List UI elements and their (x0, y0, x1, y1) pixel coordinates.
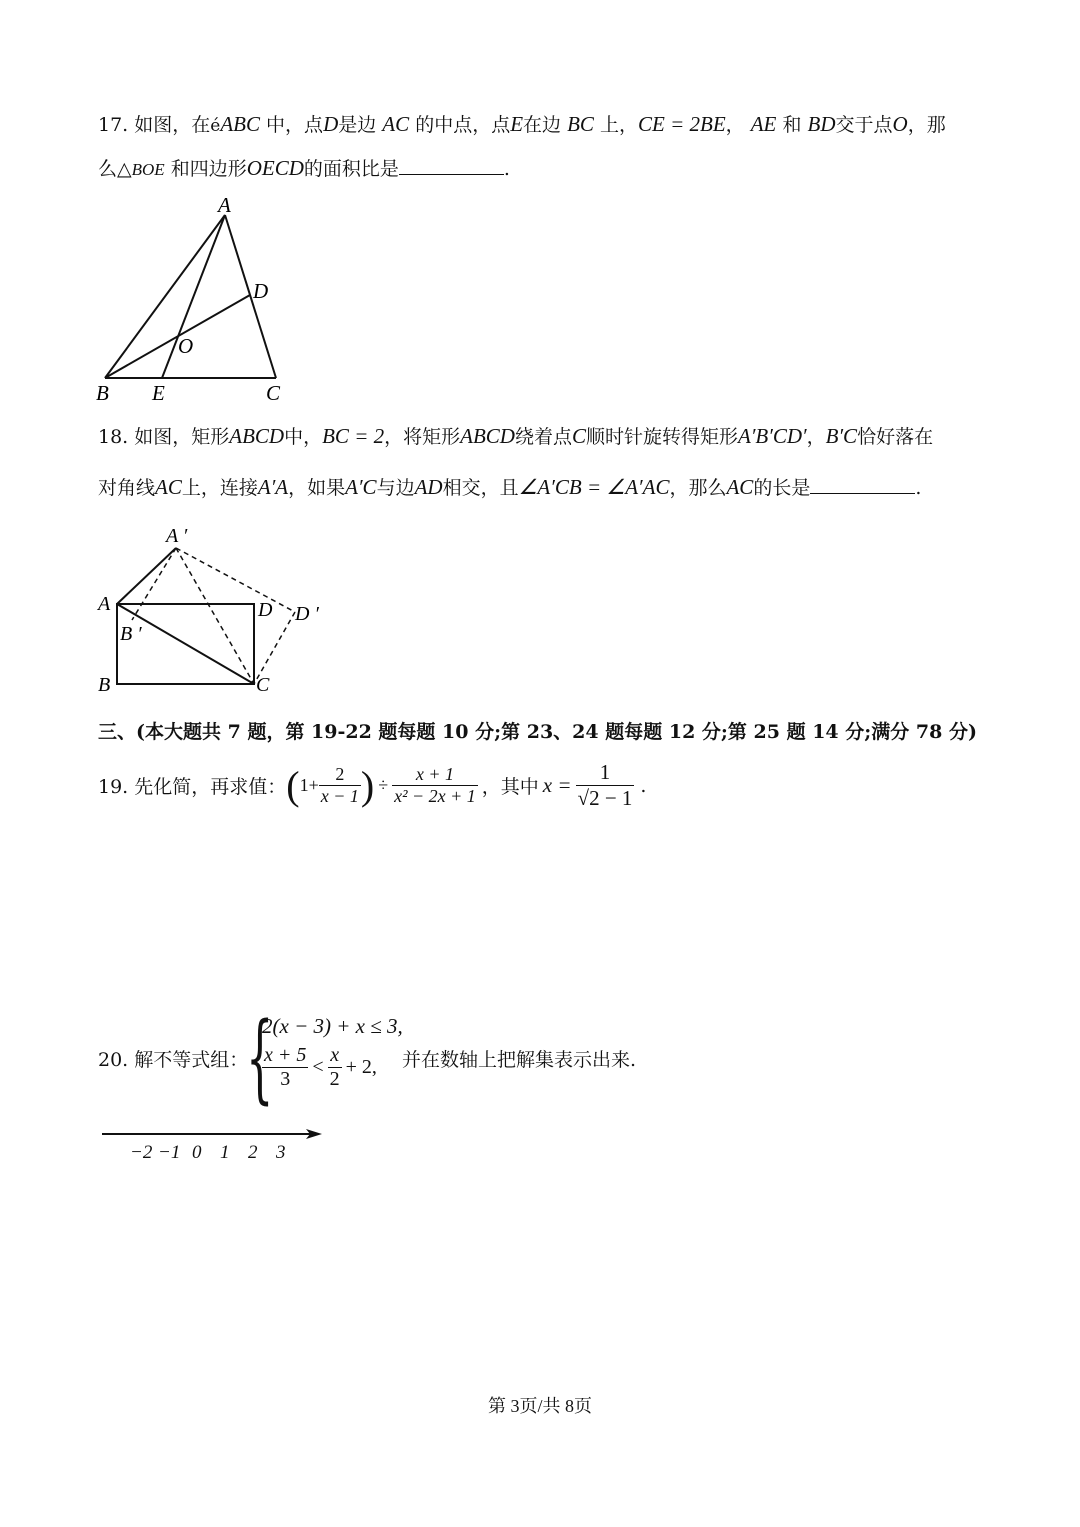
q17-text-8: 和 (782, 114, 802, 136)
q19-fraction-1-num: 2 (335, 764, 345, 784)
q17-text-10: ，那 (907, 114, 946, 136)
q18-text-6: ， (806, 426, 826, 448)
q19-fraction-1-den: x − 1 (320, 786, 359, 806)
q19-prefix: 19. 先化简，再求值： (98, 776, 287, 798)
q17-label-c: C (266, 381, 281, 405)
q18-text-4: 绕着点 (514, 426, 572, 448)
q17-side-ac (225, 215, 276, 378)
q18-angle: ∠A′CB = ∠A′AC (518, 475, 670, 499)
q18-rect2: A′B′CD′ (738, 424, 807, 448)
q17-line1 (98, 110, 946, 137)
q19-fraction-2-num: x + 1 (415, 764, 455, 784)
q20-fraction-1 (262, 1044, 308, 1091)
q18-apa: A′A (257, 475, 289, 499)
q17-label-d: D (253, 279, 269, 303)
q18-text-11: 与边 (376, 477, 415, 499)
tick-label-neg1: −1 (158, 1142, 181, 1163)
q19-one-plus: 1+ (299, 775, 319, 795)
q18-answer-blank[interactable] (810, 475, 915, 494)
q17-ac: AC (382, 112, 410, 136)
q17-text-1: 17. 如图，在 (98, 114, 211, 136)
q18-dashed-apc (176, 548, 254, 684)
tick-label-1: 1 (220, 1142, 230, 1163)
q19-fraction-3 (576, 760, 635, 811)
q19-divide: ÷ (378, 775, 389, 795)
q20-fraction-2-num: x (330, 1044, 340, 1066)
q17-bc: BC (567, 112, 594, 136)
tick-label-3: 3 (276, 1142, 286, 1163)
q18-text-13: ，那么 (669, 477, 727, 499)
q20-inequality-2 (262, 1044, 377, 1091)
q17-text-11: 么△ (98, 158, 132, 180)
q18-label-dp: D ′ (295, 603, 319, 625)
q18-abcd: ABCD (229, 424, 285, 448)
q18-text-5: 顺时针旋转得矩形 (586, 426, 739, 448)
q18-condition: BC = 2 (322, 424, 385, 448)
tick-label-0: 0 (192, 1142, 202, 1163)
q17-side-ba (105, 215, 225, 378)
q18-text-12: 相交，且 (442, 477, 519, 499)
q19-line (98, 760, 646, 811)
q17-period: . (503, 158, 510, 180)
q18-text-1: 18. 如图，矩形 (98, 426, 230, 448)
q18-text-2: 中， (284, 426, 323, 448)
q19-x-eq: x = (542, 773, 572, 797)
q17-text-3: 是边 (338, 114, 377, 136)
q18-abcd-2: ABCD (460, 424, 515, 448)
q17-line2 (98, 154, 510, 181)
q19-left-paren: ( (286, 762, 300, 808)
q17-label-o: O (178, 334, 194, 358)
q18-ac-2: AC (726, 475, 754, 499)
q17-text-5: 在边 (523, 114, 562, 136)
q17-boe: BOE (131, 160, 165, 179)
q20-fraction-1-den: 3 (262, 1067, 308, 1091)
q18-label-a: A (98, 593, 111, 615)
q19-mid: ，其中 (481, 776, 539, 798)
tick-label-neg2: −2 (130, 1142, 153, 1163)
q20-prefix: 20. 解不等式组： (98, 1049, 249, 1071)
tick-label-2: 2 (248, 1142, 258, 1163)
q20-fraction-2 (328, 1044, 342, 1091)
q18-text-3: ，将矩形 (384, 426, 461, 448)
q20-fraction-1-num: x + 5 (264, 1044, 307, 1066)
q18-label-c: C (256, 674, 270, 696)
q17-ae: AE (750, 112, 777, 136)
q17-label-b: B (96, 381, 109, 405)
q18-label-ap: A ′ (166, 525, 188, 547)
q18-figure (90, 520, 340, 700)
q20-brace: { (246, 1002, 274, 1114)
q18-label-b: B (98, 674, 111, 696)
q18-bpc: B′C (825, 424, 858, 448)
q20-number-line (98, 1120, 338, 1170)
q17-text-7: ， (725, 114, 745, 136)
q18-text-7: 恰好落在 (857, 426, 934, 448)
q17-e: E (510, 112, 524, 136)
q18-ad: AD (414, 475, 443, 499)
q17-d: D (323, 112, 339, 136)
q18-apc: A′C (345, 475, 377, 499)
q19-fraction-3-num: 1 (599, 760, 611, 784)
q20-inequality-1: 2(x − 3) + x ≤ 3, (262, 1014, 403, 1038)
q19-fraction-3-den: √2 − 1 (577, 786, 633, 810)
q17-text-13: 的面积比是 (303, 158, 399, 180)
q19-right-paren: ) (360, 762, 375, 808)
q17-answer-blank[interactable] (399, 156, 504, 175)
q18-text-14: 的长是 (753, 477, 811, 499)
q19-fraction-2-den: x² − 2x + 1 (394, 786, 476, 806)
q17-oecd: OECD (246, 156, 304, 180)
q17-text-9: 交于点 (835, 114, 893, 136)
q17-o: O (892, 112, 908, 136)
q17-abc: ABC (220, 112, 260, 136)
q20-fraction-2-den: 2 (329, 1068, 340, 1090)
q17-segment-ae (162, 215, 225, 378)
q20-tail: + 2, (345, 1056, 377, 1078)
q18-c: C (571, 424, 586, 448)
q20-suffix: 并在数轴上把解集表示出来. (402, 1049, 637, 1071)
q17-text-2: 中，点 (266, 114, 324, 136)
q18-text-9: 上，连接 (181, 477, 258, 499)
q17-condition: CE = 2BE (638, 112, 726, 136)
section-3-title: 三、(本大题共 7 题，第 19-22 题每题 10 分;第 23、24 题每题 12 分;第 25 题 14 分;满分 78 分) (98, 721, 977, 743)
q17-glyph: é (210, 116, 221, 136)
q18-label-d: D (258, 599, 273, 621)
q18-line2 (98, 473, 921, 500)
q18-text-10: ，如果 (288, 477, 346, 499)
q19-fraction-2 (392, 764, 478, 807)
q19-fraction-1 (319, 764, 361, 807)
q17-text-4: 的中点，点 (415, 114, 511, 136)
q17-figure (90, 190, 310, 410)
q18-label-bp: B ′ (120, 623, 142, 645)
page-footer: 第 3页/共 8页 (487, 1396, 592, 1416)
q20-less-than: < (312, 1056, 324, 1078)
q18-period: . (915, 477, 922, 499)
q18-line1 (98, 422, 933, 449)
q18-text-8: 对角线 (98, 477, 156, 499)
q17-text-6: 上， (599, 114, 638, 136)
q17-bd: BD (807, 112, 836, 136)
q19-expr (286, 764, 478, 807)
q17-text-12: 和四边形 (170, 158, 247, 180)
q19-period: . (640, 774, 647, 797)
q17-label-a: A (218, 193, 231, 217)
q18-ac: AC (155, 475, 182, 499)
q17-label-e: E (152, 381, 165, 405)
